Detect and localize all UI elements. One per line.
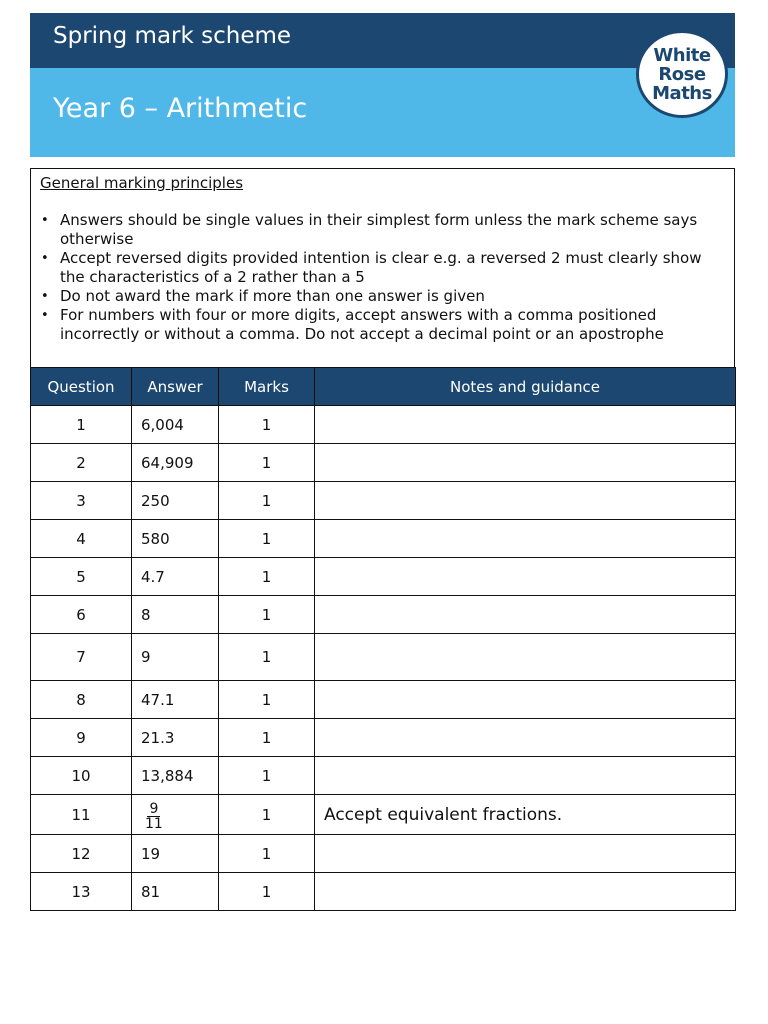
table-row	[31, 719, 736, 757]
column-header-notes: Notes and guidance	[315, 368, 736, 406]
table-row	[31, 835, 736, 873]
mark-scheme-table	[30, 367, 736, 911]
white-rose-maths-logo	[636, 30, 728, 118]
marks-cell: 1	[219, 482, 315, 520]
notes-cell	[315, 719, 736, 757]
marks-cell: 1	[219, 835, 315, 873]
column-header-marks: Marks	[219, 368, 315, 406]
principle-item: • Accept reversed digits provided intention is clear e.g. a reversed 2 must clearly show the characteristics of a 2 rather than a 5	[40, 249, 720, 287]
answer-cell: 9	[132, 634, 219, 681]
table-row	[31, 681, 736, 719]
question-cell: 3	[31, 482, 132, 520]
answer-cell: 81	[132, 873, 219, 911]
answer-cell	[132, 795, 219, 835]
question-cell: 12	[31, 835, 132, 873]
marks-cell: 1	[219, 681, 315, 719]
table-row	[31, 596, 736, 634]
table-row	[31, 757, 736, 795]
notes-cell	[315, 558, 736, 596]
answer-cell: 4.7	[132, 558, 219, 596]
notes-cell	[315, 596, 736, 634]
marks-cell: 1	[219, 757, 315, 795]
answer-cell: 21.3	[132, 719, 219, 757]
marks-cell: 1	[219, 719, 315, 757]
fraction-denominator: 11	[145, 815, 163, 832]
logo-line-2: Rose	[658, 63, 706, 85]
table-row	[31, 444, 736, 482]
table-row	[31, 558, 736, 596]
question-cell: 11	[31, 795, 132, 835]
notes-cell	[315, 482, 736, 520]
notes-cell	[315, 873, 736, 911]
question-cell: 9	[31, 719, 132, 757]
notes-cell: Accept equivalent fractions.	[315, 795, 736, 835]
question-cell: 5	[31, 558, 132, 596]
marks-cell: 1	[219, 444, 315, 482]
table-row	[31, 406, 736, 444]
notes-cell	[315, 634, 736, 681]
marks-cell: 1	[219, 634, 315, 681]
fraction-numerator: 9	[149, 800, 159, 817]
principle-item: • Answers should be single values in their simplest form unless the mark scheme says otherwise	[40, 211, 720, 249]
marks-cell: 1	[219, 520, 315, 558]
table-row	[31, 520, 736, 558]
question-cell: 1	[31, 406, 132, 444]
principles-list	[40, 211, 720, 344]
answer-cell: 580	[132, 520, 219, 558]
table-row	[31, 873, 736, 911]
answer-cell: 64,909	[132, 444, 219, 482]
notes-cell	[315, 681, 736, 719]
page-title: Spring mark scheme	[53, 23, 292, 49]
answer-cell: 250	[132, 482, 219, 520]
notes-cell	[315, 835, 736, 873]
question-cell: 10	[31, 757, 132, 795]
notes-cell	[315, 757, 736, 795]
marks-cell: 1	[219, 406, 315, 444]
notes-cell	[315, 444, 736, 482]
column-header-answer: Answer	[132, 368, 219, 406]
table-row	[31, 795, 736, 835]
question-cell: 2	[31, 444, 132, 482]
column-header-question: Question	[31, 368, 132, 406]
answer-cell: 13,884	[132, 757, 219, 795]
header-subtitle-bar	[30, 68, 735, 157]
answer-cell: 19	[132, 835, 219, 873]
notes-cell	[315, 406, 736, 444]
question-cell: 7	[31, 634, 132, 681]
marks-cell: 1	[219, 873, 315, 911]
question-cell: 8	[31, 681, 132, 719]
notes-cell	[315, 520, 736, 558]
table-row	[31, 634, 736, 681]
marks-cell: 1	[219, 558, 315, 596]
principle-item: • For numbers with four or more digits, accept answers with a comma positioned incorrectly or without a comma. Do not accept a decimal point or an apostrophe	[40, 306, 720, 344]
table-row	[31, 482, 736, 520]
logo-line-1: White	[653, 44, 711, 66]
principles-heading: General marking principles	[40, 174, 244, 192]
question-cell: 4	[31, 520, 132, 558]
logo-line-3: Maths	[652, 82, 712, 104]
answer-cell: 6,004	[132, 406, 219, 444]
table-header-row	[31, 368, 736, 406]
marking-principles-box	[30, 168, 735, 367]
answer-cell: 8	[132, 596, 219, 634]
question-cell: 13	[31, 873, 132, 911]
page-subtitle: Year 6 – Arithmetic	[53, 93, 308, 124]
fraction-answer	[145, 802, 163, 831]
principle-item: • Do not award the mark if more than one answer is given	[40, 287, 720, 306]
answer-cell: 47.1	[132, 681, 219, 719]
marks-cell: 1	[219, 596, 315, 634]
header-title-bar	[30, 13, 735, 68]
marks-cell: 1	[219, 795, 315, 835]
question-cell: 6	[31, 596, 132, 634]
